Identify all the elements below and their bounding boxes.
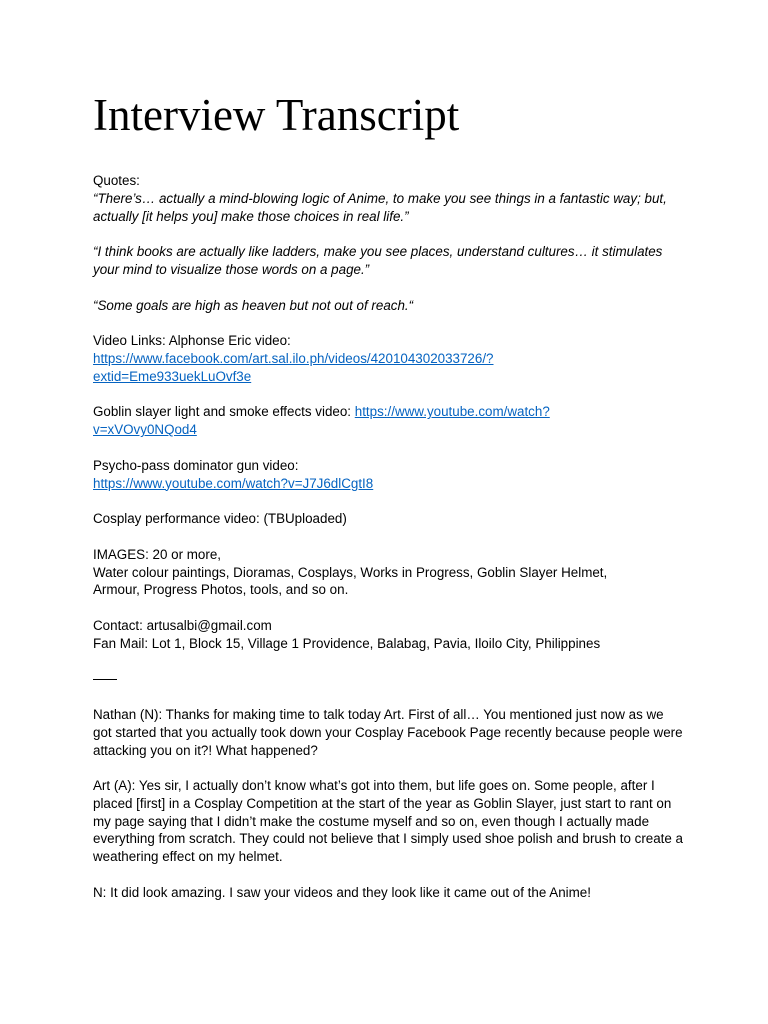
- psycho-video-section: [93, 457, 685, 493]
- contact-section: [93, 617, 685, 653]
- fan-mail-address: Fan Mail: Lot 1, Block 15, Village 1 Providence, Balabag, Pavia, Iloilo City, Philippines: [93, 635, 601, 651]
- images-line-2: Armour, Progress Photos, tools, and so on.: [93, 582, 349, 598]
- alphonse-video-link-2[interactable]: extid=Eme933uekLuOvf3e: [93, 368, 252, 384]
- quote-3: “Some goals are high as heaven but not out of reach.“: [93, 297, 414, 313]
- transcript-paragraph-3: N: It did look amazing. I saw your videos and they look like it came out of the Anime!: [93, 884, 591, 900]
- psycho-video-link[interactable]: https://www.youtube.com/watch?v=J7J6dlCgtI8: [93, 475, 374, 491]
- contact-email: Contact: artusalbi@gmail.com: [93, 617, 272, 633]
- goblin-video-link-1[interactable]: https://www.youtube.com/watch?: [354, 404, 550, 420]
- transcript-paragraph-1: Nathan (N): Thanks for making time to talk today Art. First of all… You mentioned just now as we got started that you actually took down your Cosplay Facebook Page recently because people were attacking you on it?! What happened?: [93, 706, 683, 758]
- alphonse-video-label: Video Links: Alphonse Eric video:: [93, 333, 291, 349]
- section-divider: [93, 670, 685, 688]
- quote-1: “There’s… actually a mind-blowing logic of Anime, to make you see things in a fantastic way; but, actually [it helps you] make those choices in real life.”: [93, 190, 667, 224]
- transcript-paragraph-2: Art (A): Yes sir, I actually don’t know what’s got into them, but life goes on. Some people, after I placed [first] in a Cosplay Competition at the start of the year as Goblin Slayer, just start to rant on my page saying that I didn’t make the costume myself and so on, even though I actually made everything from scratch. They could not believe that I simply used shoe polish and brush to create a weathering effect on my helmet.: [93, 778, 684, 865]
- alphonse-video-link-1[interactable]: https://www.facebook.com/art.sal.ilo.ph/videos/420104302033726/?: [93, 350, 494, 366]
- images-label: IMAGES: 20 or more,: [93, 546, 221, 562]
- quote-2: “I think books are actually like ladders, make you see places, understand cultures… it stimulates your mind to visualize those words on a page.”: [93, 244, 663, 277]
- quotes-label: Quotes:: [93, 173, 140, 188]
- goblin-video-section: [93, 403, 685, 439]
- page-title: Interview Transcript: [93, 90, 460, 140]
- goblin-video-label: Goblin slayer light and smoke effects video:: [93, 404, 355, 420]
- divider-line: [93, 679, 117, 680]
- document-body: [93, 172, 685, 919]
- quotes-section: [93, 172, 685, 225]
- images-section: [93, 546, 685, 599]
- cosplay-performance-video: Cosplay performance video: (TBUploaded): [93, 511, 347, 527]
- images-line-1: Water colour paintings, Dioramas, Cosplays, Works in Progress, Goblin Slayer Helmet,: [93, 564, 608, 580]
- goblin-video-link-2[interactable]: v=xVOvy0NQod4: [93, 422, 197, 438]
- psycho-video-label: Psycho-pass dominator gun video:: [93, 457, 299, 473]
- alphonse-video-section: [93, 332, 685, 385]
